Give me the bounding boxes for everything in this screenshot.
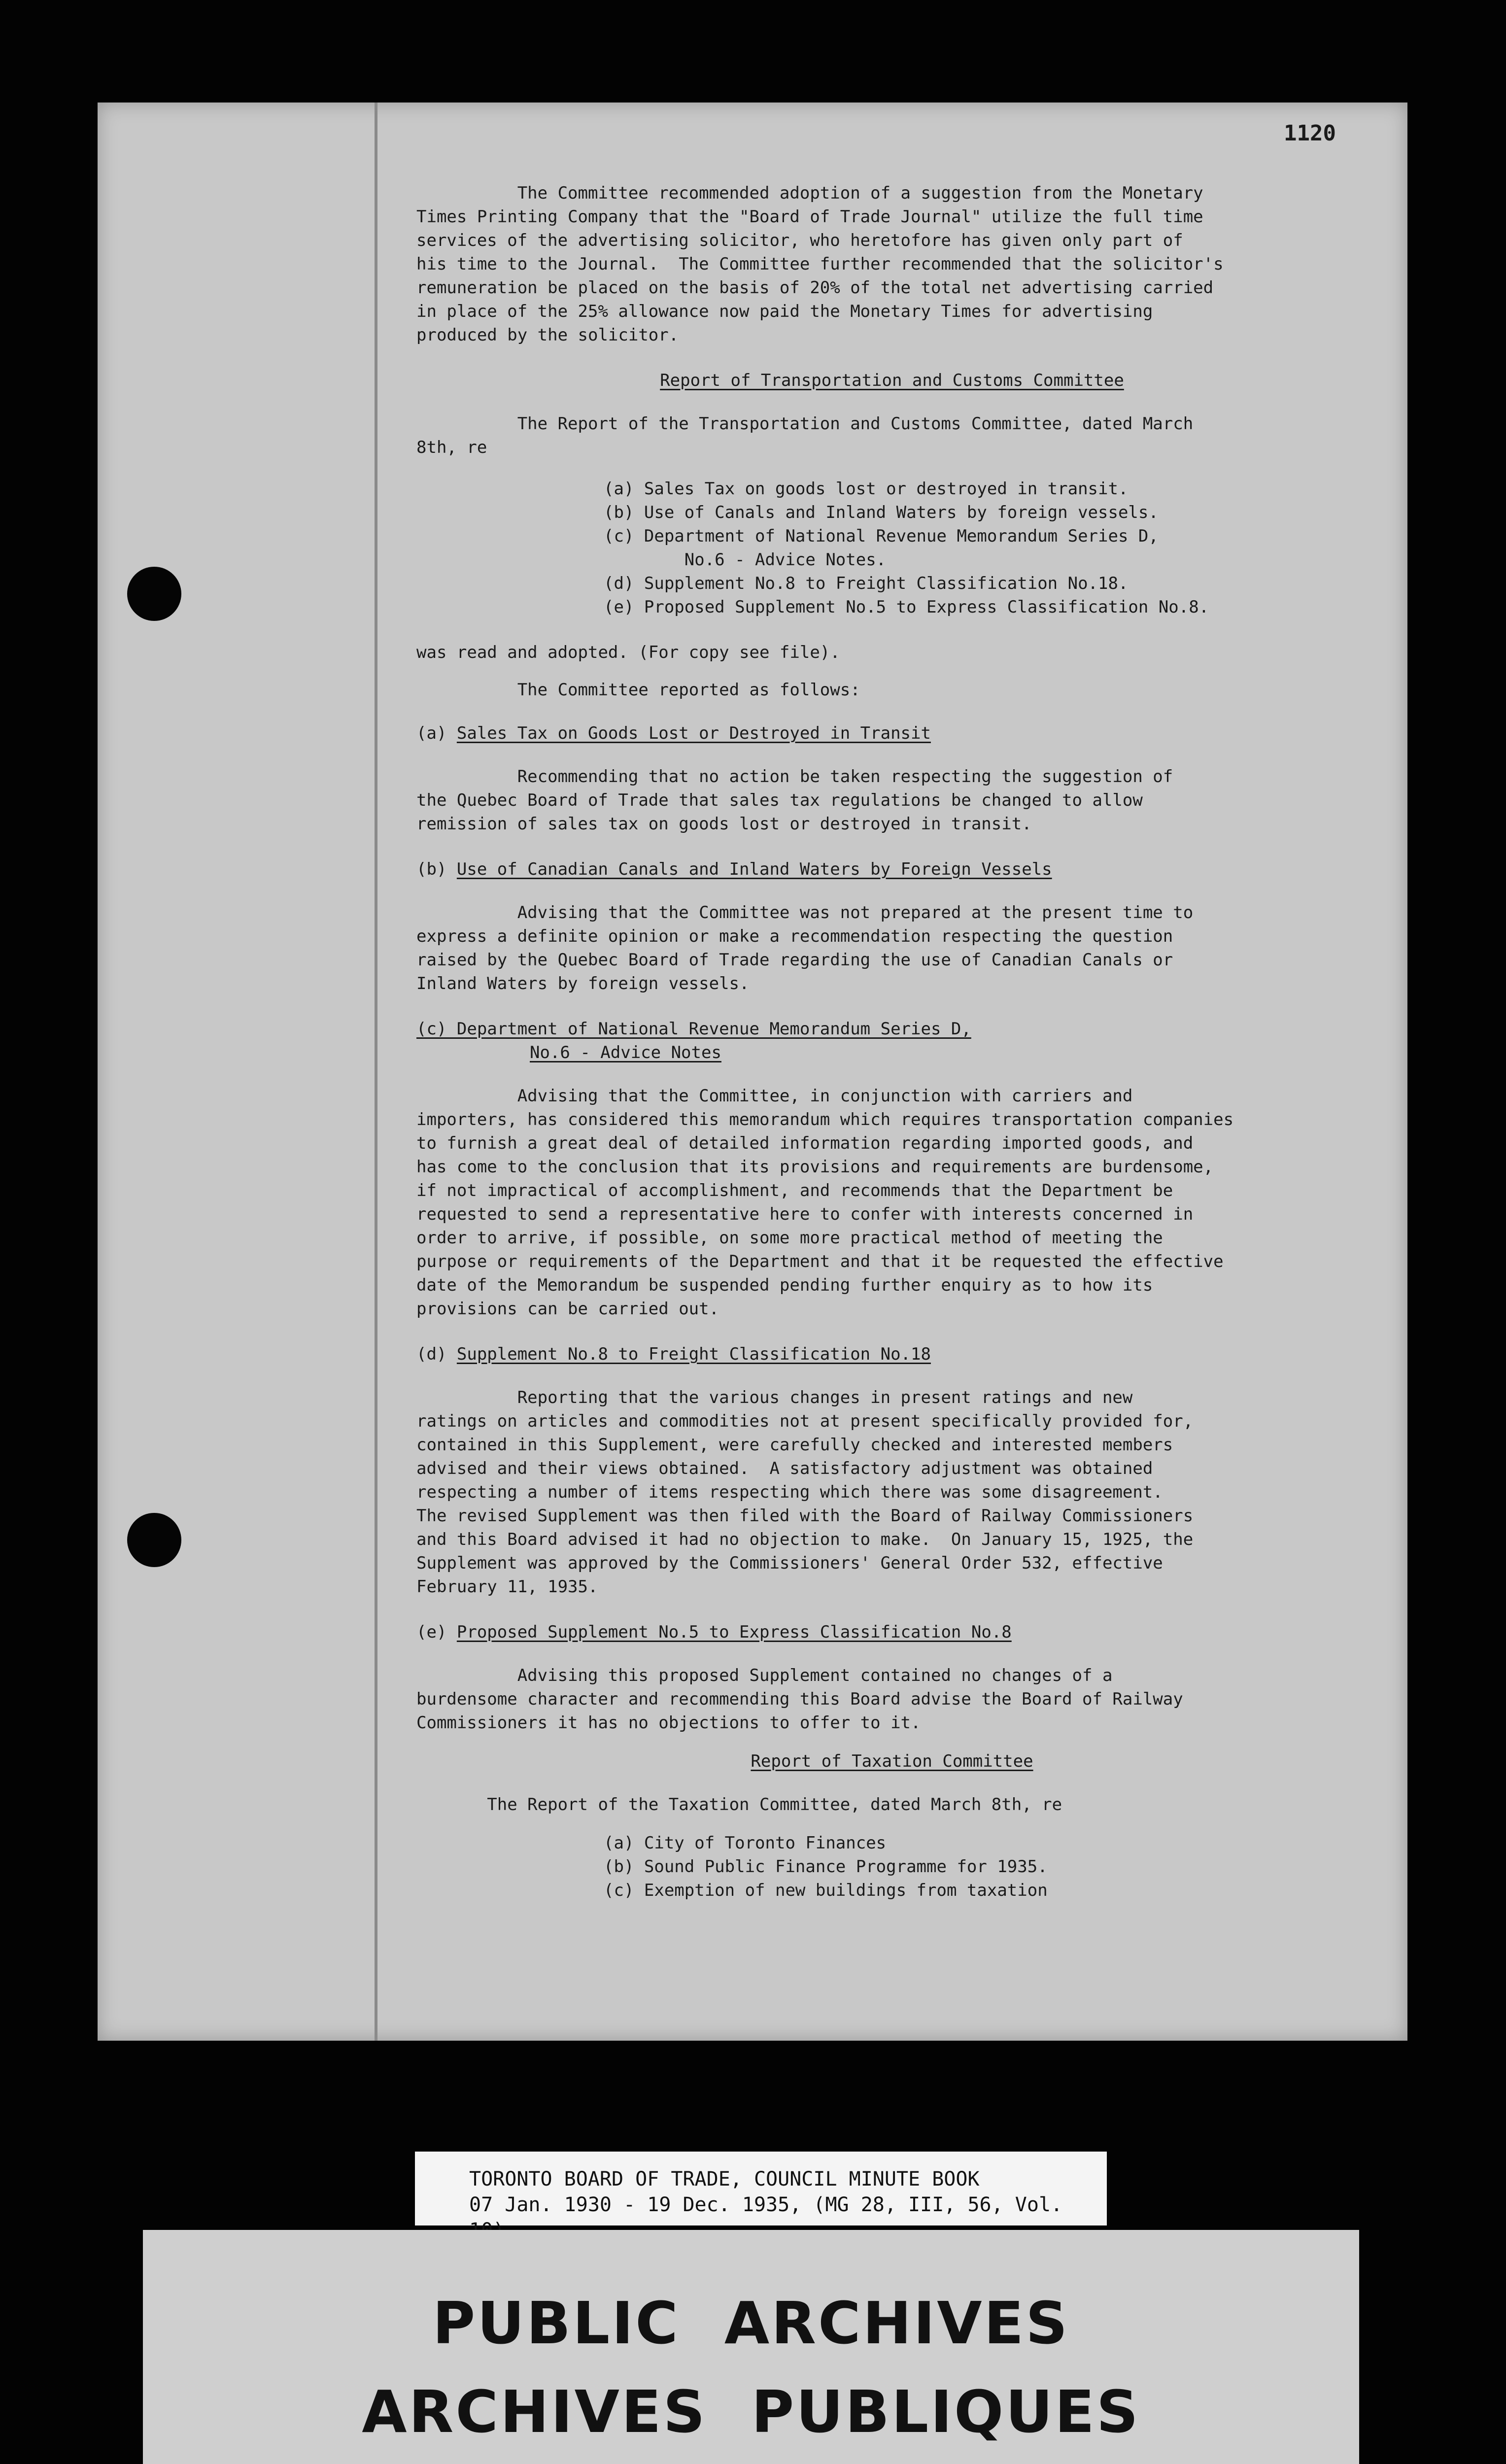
taxation-items-list (416, 1831, 1368, 1902)
list-item: (a) City of Toronto Finances (604, 1833, 887, 1853)
archives-line-french: ARCHIVES PUBLIQUES (362, 2378, 1140, 2446)
section-title-line2: No.6 - Advice Notes (530, 1043, 721, 1062)
archives-line-english: PUBLIC ARCHIVES (432, 2289, 1070, 2357)
section-title: Use of Canadian Canals and Inland Waters by Foreign Vessels (456, 859, 1052, 879)
section-e-body: Advising this proposed Supplement contained no changes of a burdensome character and recommending this Board advise the Board of Railway Commissioners it has no objections to offer to it. (416, 1666, 1183, 1733)
list-item: (d) Supplement No.8 to Freight Classification No.18. (604, 574, 1129, 593)
transport-intro: The Report of the Transportation and Customs Committee, dated March 8th, re (416, 414, 1194, 457)
section-letter: (a) (416, 723, 457, 743)
list-item: No.6 - Advice Notes. (604, 550, 887, 570)
section-title: Sales Tax on Goods Lost or Destroyed in Transit (456, 723, 931, 743)
section-letter: (d) (416, 1344, 457, 1364)
transport-heading: Report of Transportation and Customs Committee (660, 371, 1124, 390)
section-e-heading (416, 1620, 1368, 1644)
transport-items-list (416, 477, 1368, 619)
taxation-intro: The Report of the Taxation Committee, dated March 8th, re (416, 1795, 1062, 1814)
section-title-line2-wrap (416, 1041, 1368, 1064)
section-a-heading (416, 721, 1368, 745)
intro-paragraph: The Committee recommended adoption of a suggestion from the Monetary Times Printing Company that the "Board of Trade Journal" utilize the full time services of the advertising solicitor, who heretofore has given only part of his time to the Journal. The Committee further recommended that the solicitor's remuneration be placed on the basis of 20% of the total net advertising carried in place of the 25% allowance now paid the Monetary Times for advertising produced by the solicitor. (416, 183, 1224, 345)
list-item: (c) Exemption of new buildings from taxation (604, 1881, 1048, 1900)
label-line2: 07 Jan. 1930 - 19 Dec. 1935, (MG 28, III, 56, Vol. (469, 2193, 1063, 2216)
label-line1: TORONTO BOARD OF TRADE, COUNCIL MINUTE BOOK (469, 2168, 980, 2190)
punch-hole-bottom (127, 1513, 181, 1567)
taxation-heading: Report of Taxation Committee (751, 1751, 1033, 1771)
section-title: Proposed Supplement No.5 to Express Classification No.8 (456, 1622, 1012, 1642)
list-item: (c) Department of National Revenue Memorandum Series D, (604, 526, 1159, 546)
section-a-body: Recommending that no action be taken respecting the suggestion of the Quebec Board of Trade that sales tax regulations be changed to allow remission of sales tax on goods lost or destroyed in transit. (416, 767, 1173, 834)
section-letter: (e) (416, 1622, 457, 1642)
section-d-heading (416, 1342, 1368, 1366)
list-item: (b) Sound Public Finance Programme for 1935. (604, 1857, 1048, 1877)
section-letter: (b) (416, 859, 457, 879)
section-c-body: Advising that the Committee, in conjunction with carriers and importers, has considered this memorandum which requires transportation companies to furnish a great deal of detailed information regarding imported goods, and has come to the conclusion that its provisions and requirements are burdensome, if not impractical of accomplishment, and recommends that the Department be requested to send a representative here to confer with interests concerned in order to arrive, if possible, on some more practical method of meeting the purpose or requirements of the Department and that it be requested the effective date of the Memorandum be suspended pending further enquiry as to how its provisions can be carried out. (416, 1086, 1234, 1319)
collection-label (415, 2152, 1107, 2225)
minutes-text (416, 181, 1368, 1924)
section-title: Supplement No.8 to Freight Classification No.18 (456, 1344, 931, 1364)
reported-follows-line: The Committee reported as follows: (416, 680, 860, 700)
section-b-heading (416, 857, 1368, 881)
section-d-body: Reporting that the various changes in present ratings and new ratings on articles and commodities not at present specifically provided for, contained in this Supplement, were carefully checked and interested members advised and their views obtained. A satisfactory adjustment was obtained respecting a number of items respecting which there was some disagreement. The revised Supplement was then filed with the Board of Railway Commissioners and this Board advised it had no objection to make. On January 15, 1925, the Supplement was approved by the Commissioners' General Order 532, effective February 11, 1935. (416, 1388, 1194, 1597)
margin-rule (375, 103, 377, 2041)
list-item: (a) Sales Tax on goods lost or destroyed in transit. (604, 479, 1129, 499)
section-title-line1: (c) Department of National Revenue Memorandum Series D, (416, 1019, 971, 1039)
punch-hole-top (127, 567, 181, 621)
page-number: 1120 (1284, 121, 1336, 146)
read-adopted-line: was read and adopted. (For copy see file). (416, 643, 840, 662)
section-c-heading (416, 1017, 1368, 1064)
archives-banner (143, 2230, 1359, 2464)
list-item: (e) Proposed Supplement No.5 to Express Classification No.8. (604, 597, 1209, 617)
section-b-body: Advising that the Committee was not prepared at the present time to express a definite opinion or make a recommendation respecting the question raised by the Quebec Board of Trade regarding the use of Canadian Canals or Inland Waters by foreign vessels. (416, 903, 1194, 993)
list-item: (b) Use of Canals and Inland Waters by foreign vessels. (604, 503, 1159, 522)
